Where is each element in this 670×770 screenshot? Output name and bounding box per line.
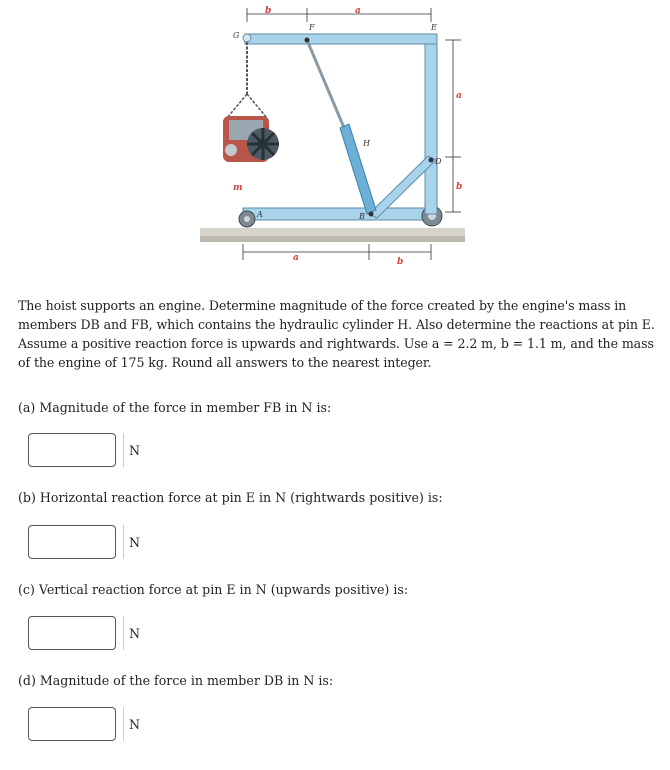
unit-label-a: N [123,433,140,467]
dim-bottom-a: a [293,253,299,263]
label-f: F [309,23,315,32]
answer-input-d[interactable] [28,707,116,741]
piston-rod [307,40,345,130]
hoist-figure [195,0,470,275]
dim-top-a: a [355,6,361,16]
label-e: E [431,23,437,32]
answer-row-c [28,616,140,650]
problem-statement: The hoist supports an engine. Determine magnitude of the force created by the engine's mass in members DB and FB, which contains the hydraulic cylinder H. Also determine the reactions at pin E. Assume a positive reaction force is upwards and rightwards. Use a = 2.2 m, b = 1.1 m, and the mass of the engine of 175 kg. Round all answers to the nearest integer. [18,298,655,370]
question-d-label: (d) Magnitude of the force in member DB in N is: [18,673,334,688]
label-m: m [233,183,243,193]
label-g: G [233,31,240,40]
hoist-diagram [195,0,470,275]
answer-input-c[interactable] [28,616,116,650]
unit-label-c: N [123,616,140,650]
ground-shadow [200,236,465,242]
label-h: H [363,139,370,148]
unit-label-b: N [123,525,140,559]
pin-b [369,212,374,217]
label-b: B [359,212,365,221]
answer-input-b[interactable] [28,525,116,559]
base-beam [243,208,433,220]
vertical-post [425,34,437,214]
dim-right-b: b [456,182,463,192]
label-d: D [435,157,442,166]
pin-g [243,34,251,42]
answer-row-b [28,525,140,559]
question-a-label: (a) Magnitude of the force in member FB in N is: [18,400,332,415]
pin-f [305,38,310,43]
dim-bottom-b: b [397,257,404,267]
question-b-label: (b) Horizontal reaction force at pin E in N (rightwards positive) is: [18,490,443,505]
question-c-label: (c) Vertical reaction force at pin E in N (upwards positive) is: [18,582,409,597]
unit-label-d: N [123,707,140,741]
answer-row-a [28,433,140,467]
answer-input-a[interactable] [28,433,116,467]
label-a: A [257,210,263,219]
dim-right-a: a [456,91,462,101]
cylinder-h [340,124,376,214]
dim-top-b: b [265,6,272,16]
pin-d [429,158,434,163]
top-boom [245,34,437,44]
engine [223,116,279,162]
answer-row-d [28,707,140,741]
